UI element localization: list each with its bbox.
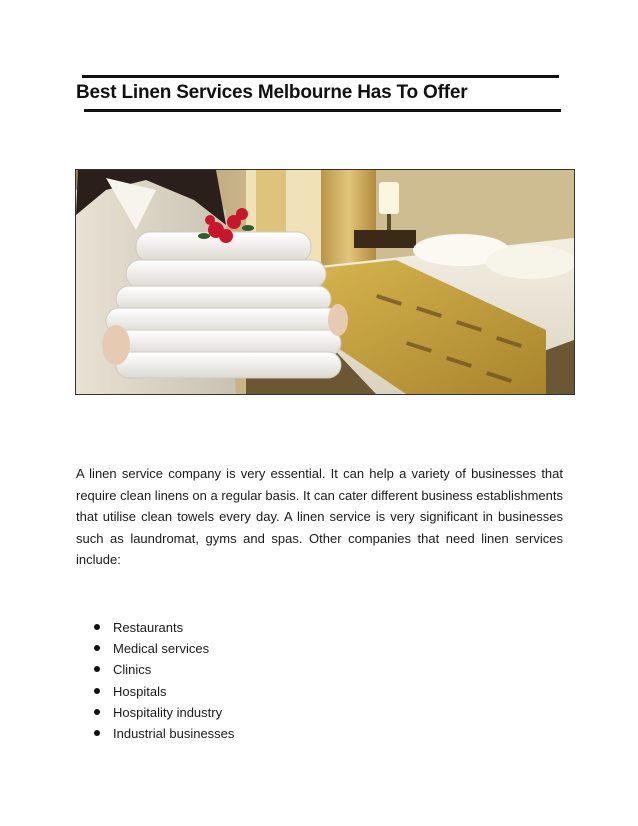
hero-photo (75, 169, 575, 395)
list-item-label: Industrial businesses (113, 725, 235, 741)
services-list (76, 617, 234, 744)
list-item (76, 681, 234, 702)
list-item-label: Medical services (113, 641, 210, 657)
title-rule-bottom (84, 109, 561, 112)
bullet-icon (94, 645, 100, 651)
bullet-icon (94, 666, 100, 672)
list-item-label: Restaurants (113, 620, 184, 635)
list-item-label: Hospitality industry (113, 704, 223, 720)
bullet-icon (94, 730, 100, 736)
photo-towel-stack (106, 232, 341, 378)
list-item (76, 702, 234, 723)
list-item (76, 638, 234, 659)
list-item-label: Clinics (113, 662, 152, 678)
photo-hand-right (328, 304, 348, 336)
photo-hand-left (102, 325, 130, 365)
photo-nightstand (354, 230, 416, 248)
intro-paragraph: A linen service company is very essential. It can help a variety of businesses that require clean linens on a regular basis. It can cater different business establishments that utilise clean towels every day. A linen service is very significant in businesses such as laundromat, gyms and spas. Other companies that need linen services include: (76, 466, 563, 567)
list-item (76, 617, 234, 638)
photo-pillow-2 (486, 245, 574, 279)
list-item (76, 723, 234, 744)
list-item-label: Hospitals (113, 683, 167, 699)
photo-lamp-shade (379, 182, 399, 214)
list-item (76, 659, 234, 680)
bullet-icon (94, 709, 100, 715)
bullet-icon (94, 624, 100, 630)
page-title: Best Linen Services Melbourne Has To Offer (76, 82, 468, 103)
bullet-icon (94, 688, 100, 694)
